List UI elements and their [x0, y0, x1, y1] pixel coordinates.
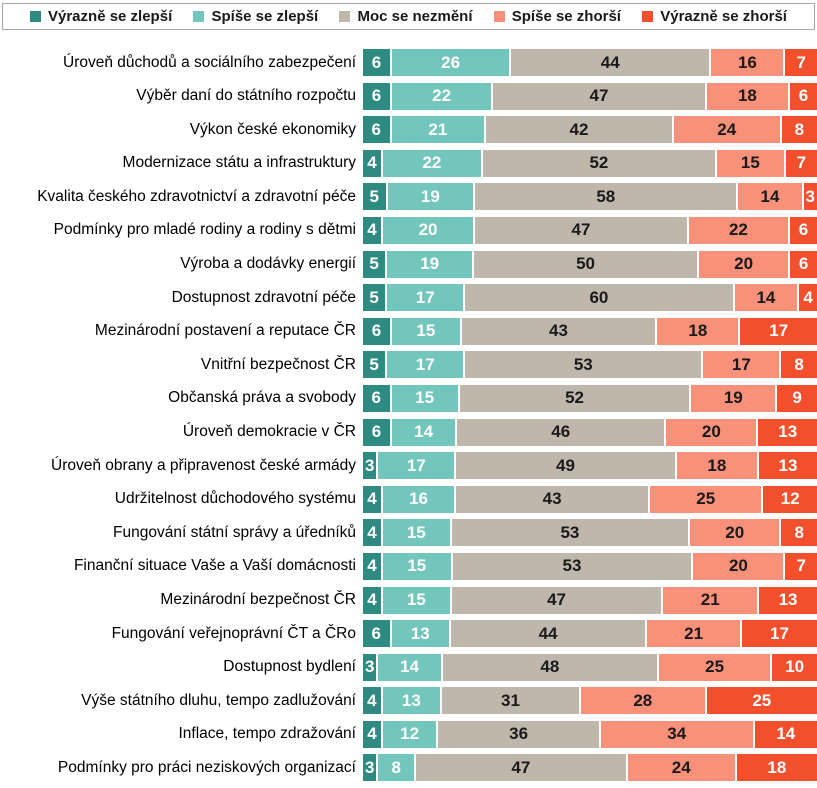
legend-item [494, 8, 621, 25]
chart-row [0, 318, 817, 345]
bar-segment: 47 [493, 83, 705, 110]
bar-segment: 15 [383, 553, 451, 580]
category-label: Občanská práva a svobody [168, 389, 356, 407]
chart-row [0, 620, 817, 647]
bar-segment: 15 [383, 519, 450, 546]
bar-segment: 5 [363, 251, 385, 278]
chart-row [0, 49, 817, 76]
legend-label: Spíše se zlepší [211, 8, 319, 25]
bar-segment: 53 [452, 519, 688, 546]
bar-segment: 49 [456, 452, 675, 479]
chart-row [0, 721, 817, 748]
stacked-bar [363, 419, 817, 446]
chart-row [0, 452, 817, 479]
stacked-bar [363, 754, 817, 781]
bar-segment: 20 [666, 419, 756, 446]
bar-segment: 8 [782, 116, 817, 143]
bar-segment: 17 [387, 284, 463, 311]
bar-segment: 20 [699, 251, 788, 278]
chart-row [0, 385, 817, 412]
bar-segment: 50 [474, 251, 697, 278]
chart-row [0, 754, 817, 781]
bar-segment: 53 [465, 351, 701, 378]
bar-segment: 42 [486, 116, 671, 143]
legend-item [339, 8, 472, 25]
category-label: Dostupnost bydlení [223, 658, 356, 676]
chart-row [0, 284, 817, 311]
chart-row [0, 553, 817, 580]
bar-segment: 3 [804, 183, 817, 210]
category-label: Vnitřní bezpečnost ČR [200, 355, 356, 373]
stacked-bar [363, 150, 817, 177]
bar-segment: 52 [483, 150, 715, 177]
bar-chart-rows [0, 49, 817, 781]
bar-segment: 5 [363, 183, 386, 210]
bar-segment: 26 [392, 49, 509, 76]
legend-swatch-icon [193, 11, 204, 22]
bar-segment: 28 [581, 687, 705, 714]
bar-segment: 6 [363, 620, 390, 647]
stacked-bar [363, 385, 817, 412]
bar-segment: 6 [363, 318, 390, 345]
bar-segment: 15 [392, 318, 460, 345]
bar-segment: 22 [689, 217, 788, 244]
bar-segment: 43 [456, 486, 648, 513]
chart-row [0, 183, 817, 210]
stacked-bar [363, 587, 817, 614]
bar-segment: 43 [462, 318, 656, 345]
bar-segment: 10 [772, 654, 817, 681]
bar-segment: 22 [392, 83, 491, 110]
stacked-bar [363, 284, 817, 311]
category-label: Fungování státní správy a úředníků [113, 523, 356, 541]
stacked-bar [363, 183, 817, 210]
bar-segment: 15 [392, 385, 458, 412]
category-label: Podmínky pro mladé rodiny a rodiny s dětmi [53, 221, 356, 239]
category-label: Výběr daní do státního rozpočtu [136, 87, 356, 105]
category-label: Udržitelnost důchodového systému [114, 490, 356, 508]
bar-segment: 34 [601, 721, 753, 748]
category-label: Fungování veřejnoprávní ČT a ČRo [111, 624, 356, 642]
bar-segment: 18 [707, 83, 788, 110]
bar-segment: 6 [363, 49, 390, 76]
legend-swatch-icon [30, 11, 41, 22]
bar-segment: 17 [742, 620, 817, 647]
legend-item [642, 8, 787, 25]
stacked-bar [363, 721, 817, 748]
bar-segment: 4 [363, 553, 381, 580]
bar-segment: 4 [363, 587, 381, 614]
category-label: Mezinárodní bezpečnost ČR [160, 591, 356, 608]
bar-segment: 20 [690, 519, 779, 546]
bar-segment: 22 [383, 150, 481, 177]
bar-segment: 3 [363, 654, 376, 681]
bar-segment: 20 [693, 553, 783, 580]
stacked-bar [363, 620, 817, 647]
chart-row [0, 587, 817, 614]
bar-segment: 7 [785, 49, 817, 76]
bar-segment: 21 [663, 587, 757, 614]
bar-segment: 14 [392, 419, 455, 446]
bar-segment: 25 [707, 687, 817, 714]
category-label: Modernizace státu a infrastruktury [122, 154, 356, 172]
category-label: Výroba a dodávky energií [180, 255, 356, 273]
bar-segment: 3 [363, 452, 376, 479]
stacked-bar [363, 519, 817, 546]
chart-row [0, 486, 817, 513]
bar-segment: 14 [755, 721, 817, 748]
bar-segment: 16 [383, 486, 454, 513]
category-label: Výše státního dluhu, tempo zadlužování [81, 691, 356, 709]
bar-segment: 14 [378, 654, 440, 681]
chart-row [0, 654, 817, 681]
stacked-bar [363, 687, 817, 714]
bar-segment: 24 [628, 754, 735, 781]
bar-segment: 8 [781, 351, 817, 378]
bar-segment: 9 [777, 385, 817, 412]
bar-segment: 6 [363, 83, 390, 110]
stacked-bar [363, 83, 817, 110]
legend-label: Spíše se zhorší [511, 8, 621, 25]
stacked-bar [363, 251, 817, 278]
bar-segment: 19 [388, 183, 474, 210]
chart-row [0, 519, 817, 546]
bar-segment: 18 [677, 452, 757, 479]
stacked-bar [363, 553, 817, 580]
legend-item [193, 8, 318, 25]
bar-segment: 17 [387, 351, 463, 378]
bar-segment: 13 [758, 419, 817, 446]
category-label: Podmínky pro práci neziskových organizací [57, 758, 356, 776]
bar-segment: 5 [363, 284, 385, 311]
stacked-bar [363, 116, 817, 143]
legend-swatch-icon [642, 11, 653, 22]
category-label: Výkon české ekonomiky [189, 120, 356, 138]
bar-segment: 31 [442, 687, 579, 714]
bar-segment: 18 [657, 318, 738, 345]
bar-segment: 6 [363, 116, 390, 143]
category-label: Úroveň důchodů a sociálního zabezpečení [63, 53, 356, 71]
category-label: Inflace, tempo zdražování [178, 725, 356, 743]
category-label: Úroveň demokracie v ČR [182, 423, 356, 441]
bar-segment: 58 [475, 183, 736, 210]
bar-segment: 19 [691, 385, 775, 412]
chart-row [0, 251, 817, 278]
legend-swatch-icon [494, 11, 505, 22]
legend [2, 3, 815, 30]
bar-segment: 14 [738, 183, 801, 210]
bar-segment: 12 [763, 486, 817, 513]
bar-segment: 13 [383, 687, 440, 714]
bar-segment: 52 [460, 385, 690, 412]
legend-item [30, 8, 172, 25]
bar-segment: 12 [383, 721, 437, 748]
bar-segment: 7 [786, 150, 817, 177]
bar-segment: 47 [416, 754, 626, 781]
bar-segment: 7 [785, 553, 817, 580]
chart-row [0, 83, 817, 110]
bar-segment: 19 [387, 251, 472, 278]
bar-segment: 53 [453, 553, 692, 580]
chart-row [0, 150, 817, 177]
legend-label: Moc se nezmění [357, 8, 473, 25]
bar-segment: 47 [475, 217, 687, 244]
bar-segment: 4 [363, 486, 381, 513]
bar-segment: 60 [465, 284, 733, 311]
category-label: Úroveň obrany a připravenost české armády [51, 456, 356, 474]
category-label: Finanční situace Vaše a Vaší domácnosti [73, 557, 356, 575]
chart-row [0, 687, 817, 714]
bar-segment: 13 [392, 620, 449, 647]
bar-segment: 47 [452, 587, 662, 614]
bar-segment: 8 [781, 519, 817, 546]
bar-segment: 6 [363, 419, 390, 446]
bar-segment: 6 [790, 83, 817, 110]
bar-segment: 6 [363, 385, 390, 412]
bar-segment: 21 [647, 620, 740, 647]
stacked-bar [363, 351, 817, 378]
bar-segment: 4 [363, 519, 381, 546]
stacked-bar [363, 452, 817, 479]
bar-segment: 48 [443, 654, 657, 681]
bar-segment: 36 [438, 721, 599, 748]
bar-segment: 6 [790, 217, 817, 244]
bar-segment: 25 [650, 486, 762, 513]
chart-row [0, 351, 817, 378]
bar-segment: 4 [363, 150, 381, 177]
bar-segment: 4 [799, 284, 817, 311]
bar-segment: 18 [737, 754, 817, 781]
stacked-bar [363, 49, 817, 76]
bar-segment: 44 [511, 49, 709, 76]
category-label: Mezinárodní postavení a reputace ČR [94, 322, 356, 340]
bar-segment: 3 [363, 754, 376, 781]
bar-segment: 21 [392, 116, 485, 143]
bar-segment: 5 [363, 351, 385, 378]
bar-segment: 46 [457, 419, 664, 446]
chart-row [0, 217, 817, 244]
bar-segment: 44 [451, 620, 645, 647]
bar-segment: 17 [740, 318, 817, 345]
bar-segment: 20 [383, 217, 473, 244]
stacked-bar [363, 654, 817, 681]
bar-segment: 15 [717, 150, 784, 177]
bar-segment: 16 [711, 49, 783, 76]
bar-segment: 24 [674, 116, 780, 143]
bar-segment: 15 [383, 587, 450, 614]
bar-segment: 4 [363, 217, 381, 244]
bar-segment: 4 [363, 721, 381, 748]
legend-label: Výrazně se zhorší [660, 8, 787, 25]
bar-segment: 17 [378, 452, 454, 479]
bar-segment: 17 [703, 351, 779, 378]
bar-segment: 6 [790, 251, 817, 278]
chart-row [0, 419, 817, 446]
bar-segment: 25 [659, 654, 771, 681]
bar-segment: 14 [735, 284, 797, 311]
bar-segment: 4 [363, 687, 381, 714]
bar-segment: 13 [759, 587, 817, 614]
bar-segment: 8 [378, 754, 414, 781]
bar-segment: 13 [759, 452, 817, 479]
chart-row [0, 116, 817, 143]
category-label: Kvalita českého zdravotnictví a zdravotní péče [37, 187, 356, 205]
stacked-bar [363, 217, 817, 244]
stacked-bar [363, 318, 817, 345]
legend-label: Výrazně se zlepší [48, 8, 173, 25]
legend-swatch-icon [339, 11, 350, 22]
category-label: Dostupnost zdravotní péče [171, 288, 356, 306]
stacked-bar [363, 486, 817, 513]
